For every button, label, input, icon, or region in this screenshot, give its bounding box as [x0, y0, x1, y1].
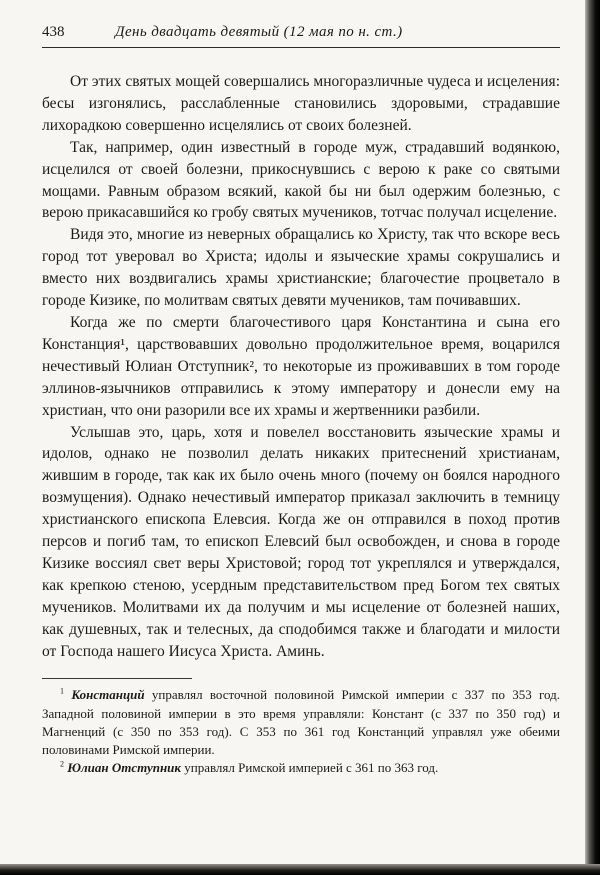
- page-number: 438: [42, 24, 65, 40]
- running-header-title: День двадцать девятый (12 мая по н. ст.): [115, 24, 403, 40]
- paragraph: Видя это, многие из неверных обращались ко Христу, так что вскоре весь город тот уверовал во Христа; идолы и языческие храмы сокрушались и вместо них воздвигались храмы христианские; благочестие процветало в городе Кизике, по молитвам святых девяти мучеников, там почивавших.: [42, 226, 560, 310]
- book-page: [42, 24, 560, 777]
- footnote: [42, 759, 560, 777]
- footnotes-section: [42, 686, 560, 777]
- footnote-separator: [42, 678, 192, 679]
- footnote-marker: 2: [60, 759, 65, 769]
- paragraph: От этих святых мощей совершались многоразличные чудеса и исцеления: бесы изгонялись, расслабленные становились здоровыми, страдавшие лихорадкою совершенно исцелялись от своих болезней.: [42, 73, 560, 134]
- header-rule: [42, 47, 560, 48]
- body-text: [42, 71, 560, 662]
- footnote-term: Юлиан Отступник: [67, 760, 181, 776]
- footnote: [42, 686, 560, 759]
- scan-edge-bottom: [0, 864, 600, 875]
- paragraph: Когда же по смерти благочестивого царя Константина и сына его Констанция¹, царствовавших довольно продолжительное время, воцарился нечестивый Юлиан Отступник², то некоторые из проживавших в том городе эллинов-язычников отправились к этому императору и донесли ему на христиан, что они разорили все их храмы и жертвенники разбили.: [42, 313, 560, 419]
- footnote-marker: 1: [60, 687, 65, 697]
- footnote-text: управлял Римской империей с 361 по 363 год.: [184, 760, 439, 776]
- running-header: [42, 24, 560, 41]
- scan-edge-right: [585, 0, 600, 875]
- footnote-term: Констанций: [71, 687, 145, 703]
- paragraph: Так, например, один известный в городе муж, страдавший водянкою, исцелился от своей болезни, прикоснувшись с верою к раке со святыми мощами. Равным образом всякий, какой бы ни был одержим болезнью, с верою прикасавшийся ко гробу святых мучеников, тотчас получал исцеление.: [42, 138, 560, 222]
- paragraph: Услышав это, царь, хотя и повелел восстановить языческие храмы и идолов, однако не позволил делать никаких притеснений христианам, жившим в городе, так как их было очень много (почему он боялся народного возмущения). Однако нечестивый император приказал заключить в темницу христианского епископа Елевсия. Когда же он отправился в поход против персов и погиб там, то епископ Елевсий был освобожден, и снова в городе Кизике воссиял свет веры Христовой; город тот укреплялся и утверждался, как крепкою стеною, усердным представительством пред Богом тех святых мучеников. Молитвами их да получим и мы исцеление от болезней наших, как душевных, так и телесных, да сподобимся также и благодати и милости от Господа нашего Иисуса Христа. Аминь.: [42, 423, 560, 660]
- footnote-text: управлял восточной половиной Римской империи с 337 по 353 год. Западной половиной империи в это время управляли: Констант (с 337 по 350 год) и Магненций (с 350 по 353 год). С 353 по 361 год Констанций управлял уже обеими половинами Римской империи.: [42, 687, 560, 758]
